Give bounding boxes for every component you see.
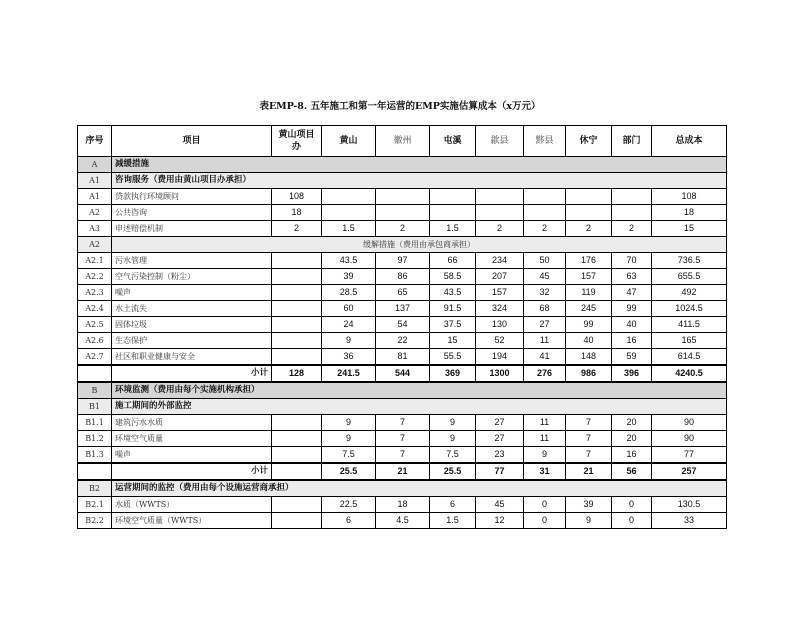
- subtotal-blank: [78, 365, 112, 382]
- cell-total: 165: [652, 333, 727, 349]
- cell-project: [272, 415, 322, 431]
- cell-bumen: 20: [612, 431, 652, 447]
- cell-bumen: 40: [612, 317, 652, 333]
- cell-yixian: 0: [524, 497, 566, 513]
- table-row: [78, 317, 727, 333]
- row-item: 固体垃圾: [112, 317, 272, 333]
- cell-project: [272, 349, 322, 366]
- table-row: [78, 513, 727, 529]
- cell-project: [272, 431, 322, 447]
- cell-tunxi: 1.5: [430, 221, 476, 237]
- cell-huangshan: 60: [322, 301, 376, 317]
- cell-tunxi: 66: [430, 253, 476, 269]
- cell-tunxi: 91.5: [430, 301, 476, 317]
- subtotal-row: [78, 463, 727, 480]
- subtotal-row: [78, 365, 727, 382]
- header-bumen: 部门: [612, 126, 652, 157]
- cell-yixian: [524, 189, 566, 205]
- subtotal-blank: [78, 463, 112, 480]
- cell-shexian: [476, 189, 524, 205]
- subtotal-yixian: 276: [524, 365, 566, 382]
- cell-project: [272, 301, 322, 317]
- cell-shexian: 23: [476, 447, 524, 464]
- cell-huangshan: 43.5: [322, 253, 376, 269]
- subtotal-huizhou: 544: [376, 365, 430, 382]
- section-row: [78, 157, 727, 173]
- cell-yixian: 27: [524, 317, 566, 333]
- cell-xiuning: [566, 189, 612, 205]
- cell-project: 18: [272, 205, 322, 221]
- cell-total: 18: [652, 205, 727, 221]
- row-code: B1.3: [78, 447, 112, 464]
- section-code: B1: [78, 399, 112, 415]
- row-code: A1: [78, 189, 112, 205]
- section-label: 环境监测（费用由每个实施机构承担）: [112, 382, 727, 399]
- cell-total: 77: [652, 447, 727, 464]
- cell-bumen: 2: [612, 221, 652, 237]
- cell-total: 15: [652, 221, 727, 237]
- cell-xiuning: 40: [566, 333, 612, 349]
- header-row: [78, 126, 727, 157]
- cell-xiuning: 39: [566, 497, 612, 513]
- cell-total: 411.5: [652, 317, 727, 333]
- row-code: A3: [78, 221, 112, 237]
- cell-bumen: 63: [612, 269, 652, 285]
- cell-yixian: 11: [524, 431, 566, 447]
- cell-total: 130.5: [652, 497, 727, 513]
- cell-huizhou: [376, 189, 430, 205]
- row-item: 生态保护: [112, 333, 272, 349]
- cell-shexian: [476, 205, 524, 221]
- cell-huizhou: [376, 205, 430, 221]
- cell-shexian: 130: [476, 317, 524, 333]
- section-row: [78, 382, 727, 399]
- row-item: 环境空气质量: [112, 431, 272, 447]
- table-row: [78, 189, 727, 205]
- subtotal-project: [272, 463, 322, 480]
- subtotal-tunxi: 25.5: [430, 463, 476, 480]
- cell-xiuning: 245: [566, 301, 612, 317]
- cell-project: 2: [272, 221, 322, 237]
- cell-huangshan: [322, 205, 376, 221]
- cell-total: 655.5: [652, 269, 727, 285]
- subtotal-total: 4240.5: [652, 365, 727, 382]
- cell-xiuning: 157: [566, 269, 612, 285]
- header-tunxi: 屯溪: [430, 126, 476, 157]
- cell-huizhou: 86: [376, 269, 430, 285]
- cell-shexian: 2: [476, 221, 524, 237]
- row-item: 环境空气质量（WWTS）: [112, 513, 272, 529]
- section-code: A1: [78, 173, 112, 189]
- row-code: B2.2: [78, 513, 112, 529]
- subtotal-tunxi: 369: [430, 365, 476, 382]
- row-code: A2.7: [78, 349, 112, 366]
- cell-yixian: 50: [524, 253, 566, 269]
- cell-yixian: 45: [524, 269, 566, 285]
- table-row: [78, 349, 727, 366]
- subtotal-yixian: 31: [524, 463, 566, 480]
- header-project: 黄山项目办: [272, 126, 322, 157]
- cell-tunxi: 9: [430, 431, 476, 447]
- emp-cost-table: [77, 125, 727, 529]
- cell-xiuning: 2: [566, 221, 612, 237]
- row-code: A2.6: [78, 333, 112, 349]
- header-xiuning: 休宁: [566, 126, 612, 157]
- row-code: A2.2: [78, 269, 112, 285]
- cell-huizhou: 65: [376, 285, 430, 301]
- cell-shexian: 194: [476, 349, 524, 366]
- row-code: B1.1: [78, 415, 112, 431]
- section-row: [78, 237, 727, 253]
- row-item: 公共咨询: [112, 205, 272, 221]
- row-item: 噪声: [112, 285, 272, 301]
- row-item: 水土流失: [112, 301, 272, 317]
- subtotal-huangshan: 241.5: [322, 365, 376, 382]
- cell-huizhou: 4.5: [376, 513, 430, 529]
- cell-xiuning: 176: [566, 253, 612, 269]
- cell-huangshan: 6: [322, 513, 376, 529]
- section-code: A: [78, 157, 112, 173]
- cell-tunxi: 6: [430, 497, 476, 513]
- table-row: [78, 269, 727, 285]
- row-code: A2.1: [78, 253, 112, 269]
- cell-yixian: 9: [524, 447, 566, 464]
- row-item: 空气污染控制（粉尘）: [112, 269, 272, 285]
- table-row: [78, 333, 727, 349]
- cell-project: [272, 447, 322, 464]
- cell-huangshan: 28.5: [322, 285, 376, 301]
- cell-huizhou: 7: [376, 447, 430, 464]
- cell-project: [272, 317, 322, 333]
- section-row: [78, 399, 727, 415]
- cell-total: 90: [652, 431, 727, 447]
- row-item: 社区和职业健康与安全: [112, 349, 272, 366]
- header-no: 序号: [78, 126, 112, 157]
- section-label: 缓解措施（费用由承包商承担）: [112, 237, 727, 253]
- cell-bumen: 20: [612, 415, 652, 431]
- subtotal-total: 257: [652, 463, 727, 480]
- cell-bumen: 47: [612, 285, 652, 301]
- cell-total: 1024.5: [652, 301, 727, 317]
- table-row: [78, 497, 727, 513]
- row-item: 污水管理: [112, 253, 272, 269]
- cell-shexian: 27: [476, 415, 524, 431]
- row-code: A2.3: [78, 285, 112, 301]
- header-shexian: 歙县: [476, 126, 524, 157]
- cell-bumen: 0: [612, 497, 652, 513]
- cell-yixian: 41: [524, 349, 566, 366]
- cell-yixian: [524, 205, 566, 221]
- cell-huangshan: 36: [322, 349, 376, 366]
- cell-bumen: 16: [612, 333, 652, 349]
- cell-project: [272, 497, 322, 513]
- subtotal-label: 小计: [112, 365, 272, 382]
- cell-huangshan: 7.5: [322, 447, 376, 464]
- cell-shexian: 45: [476, 497, 524, 513]
- section-label: 减缓措施: [112, 157, 727, 173]
- cell-xiuning: 148: [566, 349, 612, 366]
- cell-yixian: 2: [524, 221, 566, 237]
- cell-yixian: 0: [524, 513, 566, 529]
- cell-huangshan: 9: [322, 431, 376, 447]
- cell-project: [272, 285, 322, 301]
- cell-huangshan: 1.5: [322, 221, 376, 237]
- cell-huizhou: 22: [376, 333, 430, 349]
- cell-huizhou: 18: [376, 497, 430, 513]
- cell-yixian: 32: [524, 285, 566, 301]
- row-item: 贷款执行环境顾问: [112, 189, 272, 205]
- cell-tunxi: [430, 205, 476, 221]
- cell-xiuning: 7: [566, 431, 612, 447]
- cell-tunxi: 43.5: [430, 285, 476, 301]
- section-label: 咨询服务（费用由黄山项目办承担）: [112, 173, 727, 189]
- cell-total: 33: [652, 513, 727, 529]
- cell-tunxi: 15: [430, 333, 476, 349]
- subtotal-xiuning: 986: [566, 365, 612, 382]
- subtotal-bumen: 56: [612, 463, 652, 480]
- cell-shexian: 27: [476, 431, 524, 447]
- table-row: [78, 253, 727, 269]
- cell-project: [272, 269, 322, 285]
- cell-xiuning: 119: [566, 285, 612, 301]
- cell-shexian: 157: [476, 285, 524, 301]
- cell-huangshan: 9: [322, 415, 376, 431]
- cell-total: 492: [652, 285, 727, 301]
- cell-tunxi: 55.5: [430, 349, 476, 366]
- cell-shexian: 12: [476, 513, 524, 529]
- header-huangshan: 黄山: [322, 126, 376, 157]
- subtotal-xiuning: 21: [566, 463, 612, 480]
- cell-yixian: 68: [524, 301, 566, 317]
- cell-huizhou: 2: [376, 221, 430, 237]
- cell-total: 736.5: [652, 253, 727, 269]
- cell-xiuning: 7: [566, 415, 612, 431]
- table-row: [78, 285, 727, 301]
- cell-huangshan: 24: [322, 317, 376, 333]
- subtotal-project: 128: [272, 365, 322, 382]
- cell-bumen: 59: [612, 349, 652, 366]
- table-row: [78, 301, 727, 317]
- subtotal-bumen: 396: [612, 365, 652, 382]
- cell-bumen: [612, 205, 652, 221]
- cell-tunxi: [430, 189, 476, 205]
- cell-shexian: 52: [476, 333, 524, 349]
- section-label: 施工期间的外部监控: [112, 399, 727, 415]
- cell-bumen: 70: [612, 253, 652, 269]
- cell-huizhou: 137: [376, 301, 430, 317]
- row-code: A2.5: [78, 317, 112, 333]
- row-code: B2.1: [78, 497, 112, 513]
- cell-bumen: [612, 189, 652, 205]
- cell-total: 90: [652, 415, 727, 431]
- table-row: [78, 221, 727, 237]
- row-code: A2: [78, 205, 112, 221]
- section-code: A2: [78, 237, 112, 253]
- cell-shexian: 324: [476, 301, 524, 317]
- cell-xiuning: 9: [566, 513, 612, 529]
- cell-tunxi: 1.5: [430, 513, 476, 529]
- subtotal-shexian: 77: [476, 463, 524, 480]
- cell-yixian: 11: [524, 415, 566, 431]
- cell-bumen: 16: [612, 447, 652, 464]
- cell-tunxi: 7.5: [430, 447, 476, 464]
- row-item: 建筑污水水质: [112, 415, 272, 431]
- section-code: B: [78, 382, 112, 399]
- cell-huizhou: 54: [376, 317, 430, 333]
- row-item: 噪声: [112, 447, 272, 464]
- table-row: [78, 447, 727, 464]
- cell-total: 108: [652, 189, 727, 205]
- cell-project: [272, 333, 322, 349]
- cell-xiuning: 99: [566, 317, 612, 333]
- header-item: 项目: [112, 126, 272, 157]
- table-row: [78, 415, 727, 431]
- row-code: B1.2: [78, 431, 112, 447]
- cell-project: 108: [272, 189, 322, 205]
- section-row: [78, 173, 727, 189]
- cell-huangshan: 22.5: [322, 497, 376, 513]
- cell-tunxi: 37.5: [430, 317, 476, 333]
- subtotal-label: 小计: [112, 463, 272, 480]
- table-row: [78, 431, 727, 447]
- cell-shexian: 207: [476, 269, 524, 285]
- header-huizhou: 徽州: [376, 126, 430, 157]
- cell-xiuning: [566, 205, 612, 221]
- section-row: [78, 480, 727, 497]
- section-label: 运营期间的监控（费用由每个设施运营商承担）: [112, 480, 727, 497]
- cell-huizhou: 97: [376, 253, 430, 269]
- section-code: B2: [78, 480, 112, 497]
- cell-xiuning: 7: [566, 447, 612, 464]
- subtotal-huangshan: 25.5: [322, 463, 376, 480]
- cell-huizhou: 81: [376, 349, 430, 366]
- cell-tunxi: 58.5: [430, 269, 476, 285]
- cell-shexian: 234: [476, 253, 524, 269]
- cell-bumen: 99: [612, 301, 652, 317]
- cell-total: 614.5: [652, 349, 727, 366]
- subtotal-shexian: 1300: [476, 365, 524, 382]
- subtotal-huizhou: 21: [376, 463, 430, 480]
- cell-yixian: 11: [524, 333, 566, 349]
- cell-huizhou: 7: [376, 431, 430, 447]
- cell-huangshan: 39: [322, 269, 376, 285]
- header-total: 总成本: [652, 126, 727, 157]
- cell-tunxi: 9: [430, 415, 476, 431]
- cell-huizhou: 7: [376, 415, 430, 431]
- cell-project: [272, 253, 322, 269]
- header-yixian: 黟县: [524, 126, 566, 157]
- row-item: 申述赔偿机制: [112, 221, 272, 237]
- cell-huangshan: 9: [322, 333, 376, 349]
- row-code: A2.4: [78, 301, 112, 317]
- table-row: [78, 205, 727, 221]
- table-title: 表EMP-8. 五年施工和第一年运营的EMP实施估算成本（x万元）: [259, 101, 541, 112]
- row-item: 水质（WWTS）: [112, 497, 272, 513]
- cell-project: [272, 513, 322, 529]
- cell-bumen: 0: [612, 513, 652, 529]
- cell-huangshan: [322, 189, 376, 205]
